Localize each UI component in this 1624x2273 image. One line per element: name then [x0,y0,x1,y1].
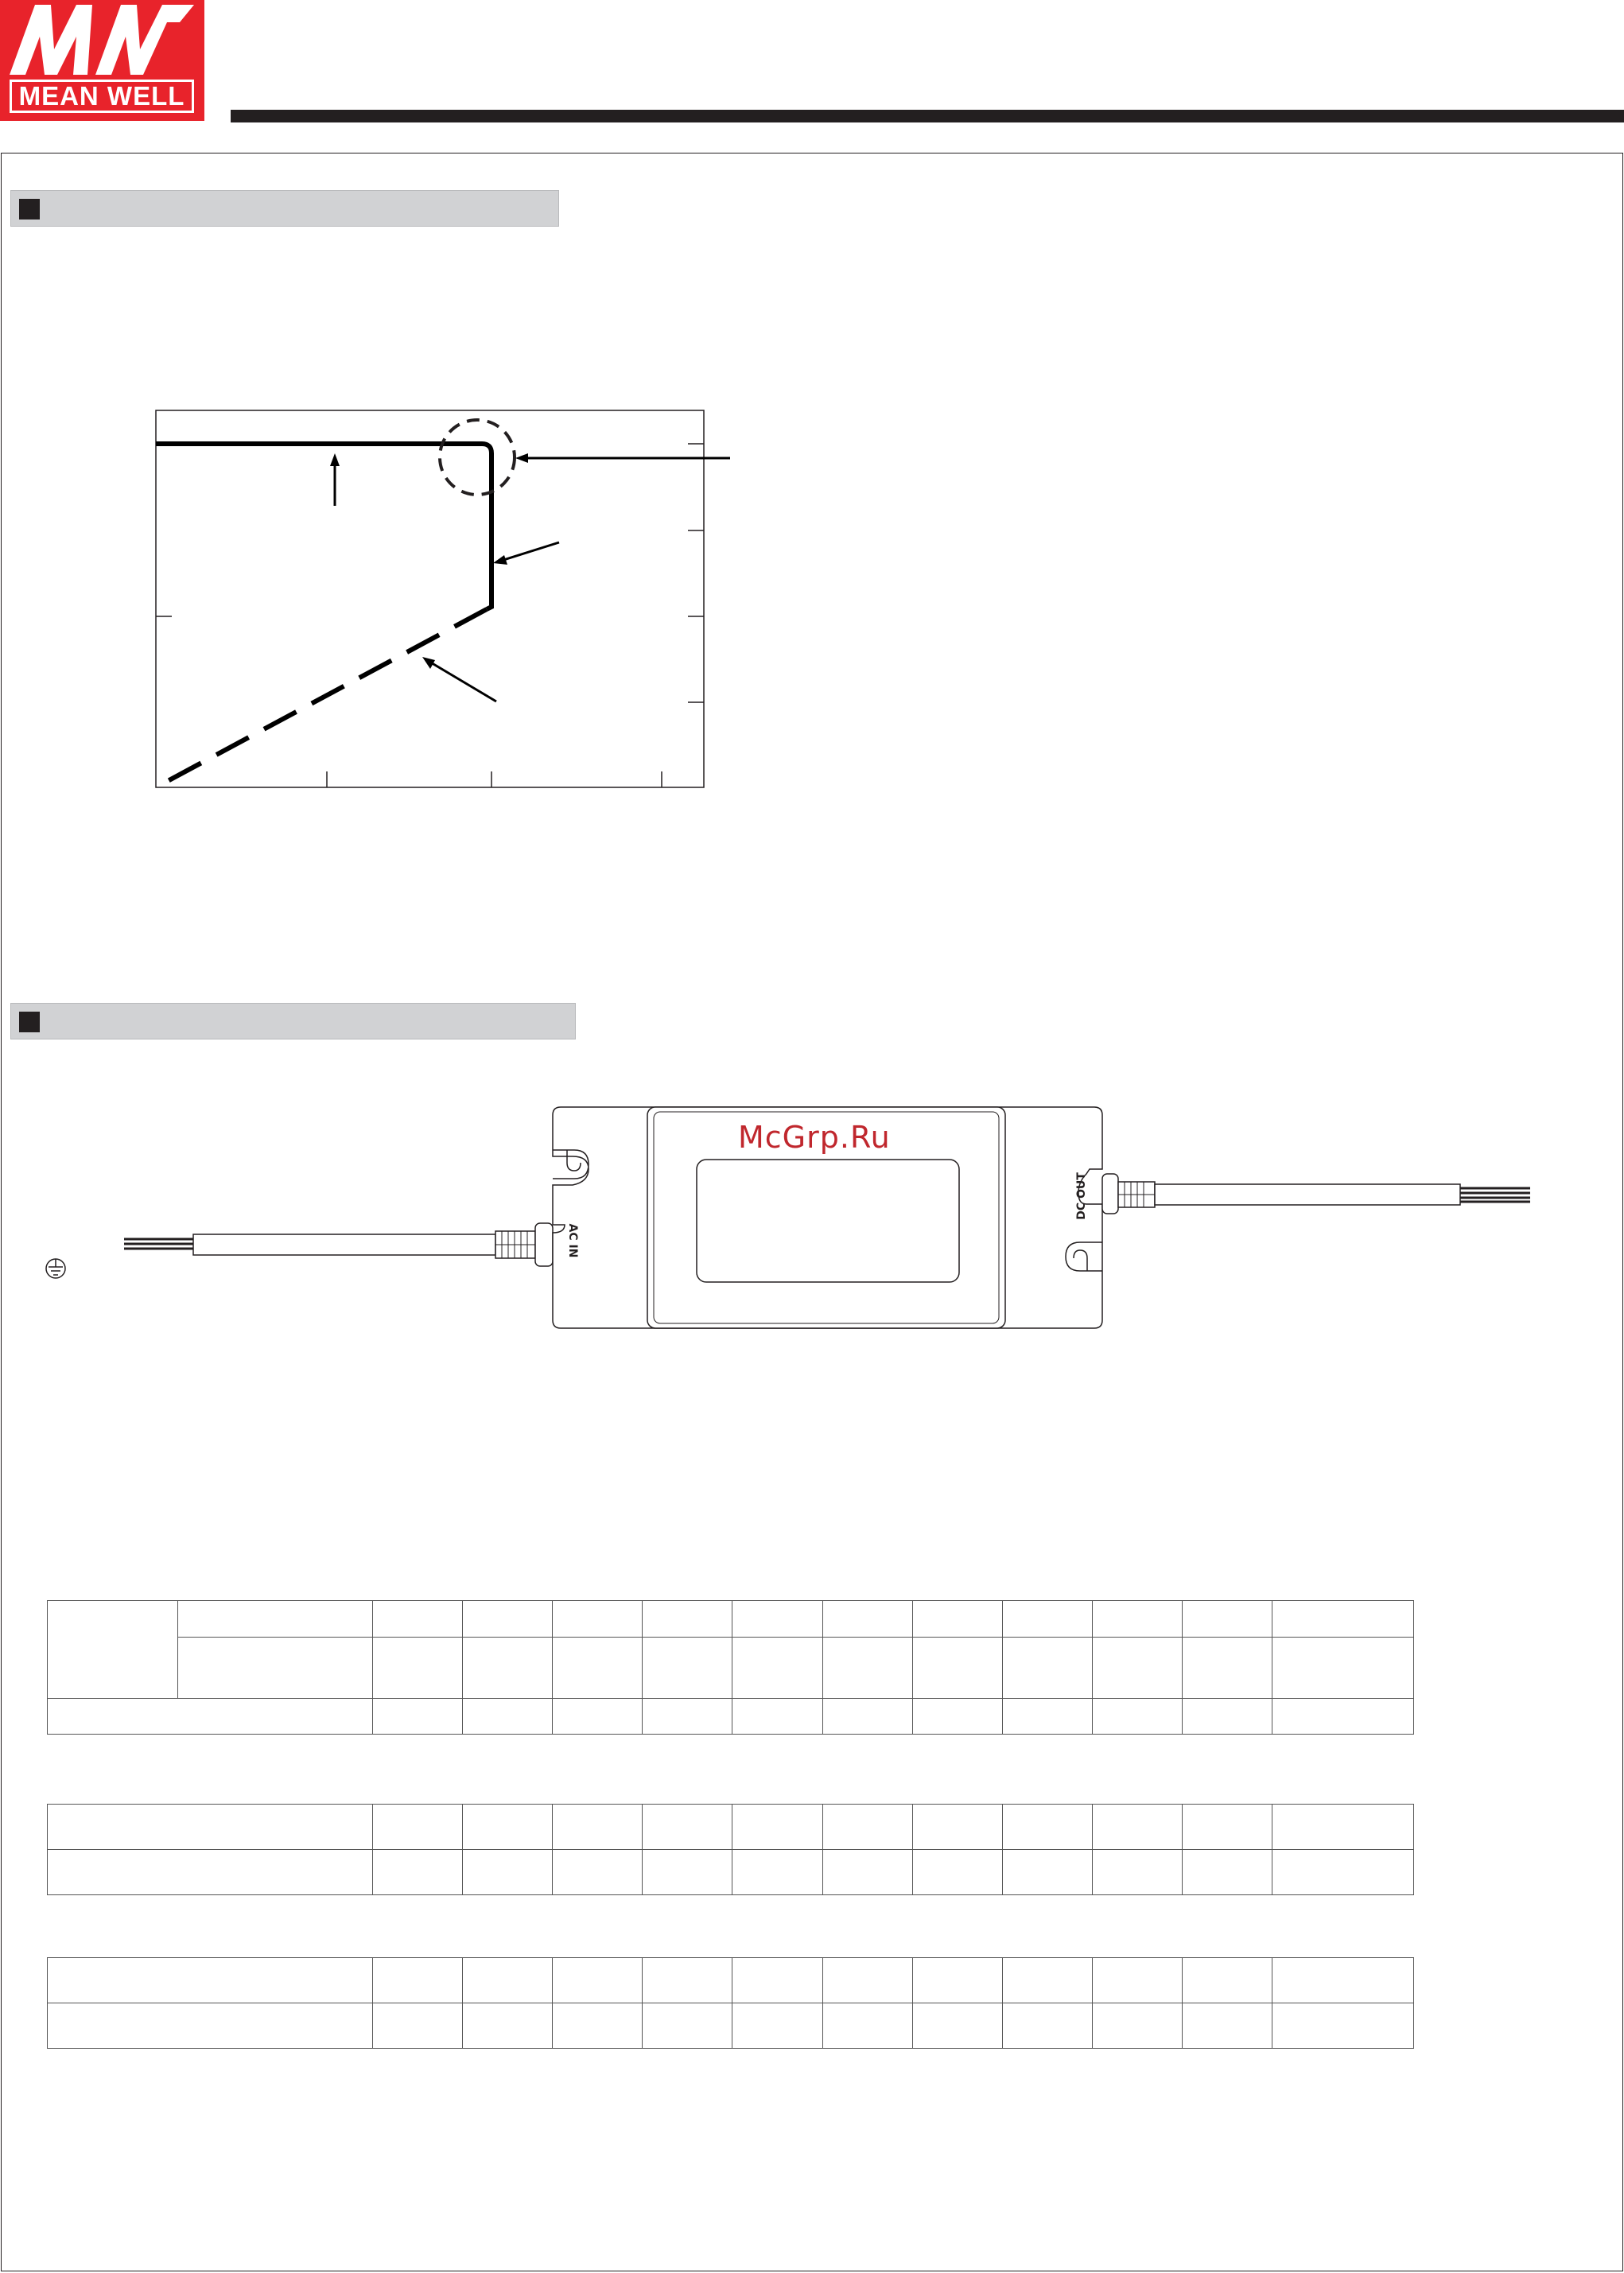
arrow-slope [501,542,559,561]
spec-table-1 [47,1600,1414,1735]
table-row [48,1601,1414,1638]
table-row [48,1850,1414,1895]
arrow-up-head [330,453,340,466]
ac-input-cable [124,1223,553,1266]
logo-wordmark: MEAN WELL [10,80,194,113]
curve-plot-frame [156,410,704,787]
section-bullet [19,1012,40,1032]
section-header-2 [10,1003,576,1039]
dc-out-label: DC OUT [1075,1172,1088,1220]
section-bullet [19,199,40,220]
dc-output-cable [1102,1174,1530,1214]
arrow-dashed [429,662,496,701]
arrow-left-head [515,453,528,463]
mean-well-logo [0,0,204,121]
earth-ground-icon [46,1259,65,1278]
table-row [48,1638,1414,1699]
header-rule [231,110,1624,122]
output-characteristic-curve [143,398,756,811]
dashed-foldback-curve [156,609,487,787]
ac-in-label: AC IN [566,1223,579,1258]
arrow-slope-head [493,555,507,565]
spec-table-2 [47,1804,1414,1895]
knee-highlight-circle [440,420,515,495]
table-row [48,2003,1414,2049]
spec-table-3 [47,1957,1414,2049]
table-row [48,1699,1414,1735]
arrow-dashed-head [422,657,435,669]
table-row [48,1958,1414,2003]
mw-logo-mark-icon [8,3,196,76]
table-row [48,1805,1414,1850]
section-header-1 [10,190,559,227]
watermark: McGrp.Ru [738,1120,891,1155]
